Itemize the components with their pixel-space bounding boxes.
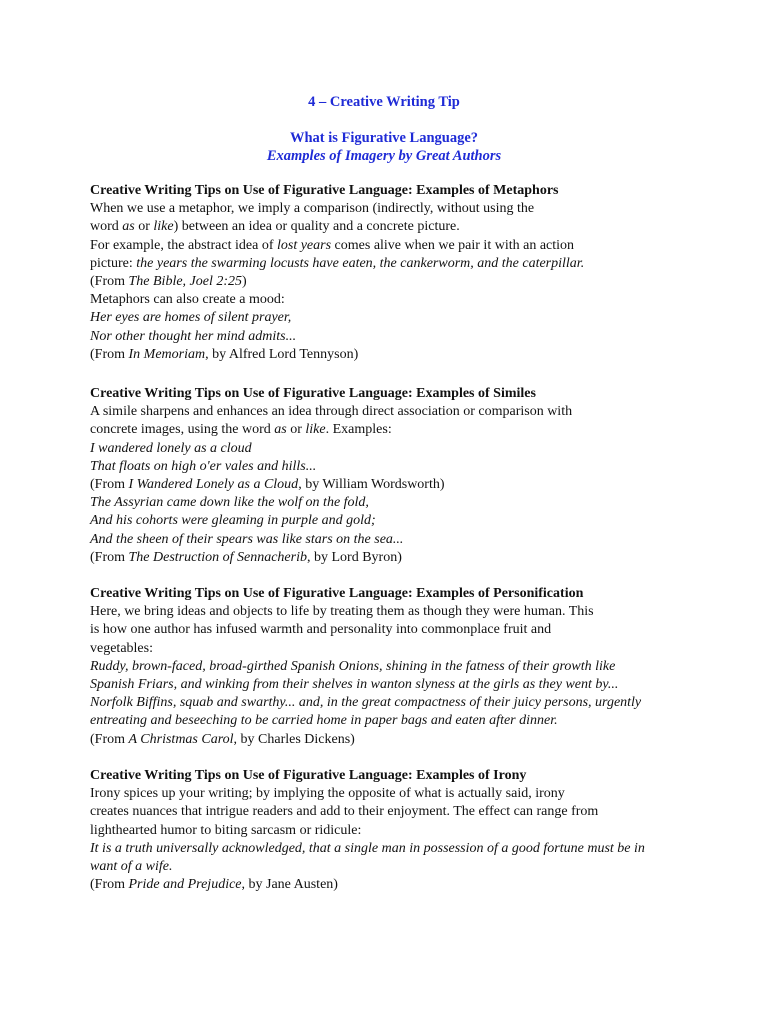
text-run: ) between an idea or quality and a concrete picture. — [173, 219, 460, 235]
section-heading-metaphors: Creative Writing Tips on Use of Figurative Language: Examples of Metaphors — [90, 183, 559, 198]
text-run: (From — [90, 877, 129, 893]
quote-line: The Assyrian came down like the wolf on the fold, — [90, 495, 369, 511]
citation-source: A Christmas Carol — [128, 731, 234, 747]
citation-source: The Destruction of Sennacherib — [128, 549, 307, 565]
quote-line: I wandered lonely as a cloud — [90, 440, 252, 456]
text-run: word — [90, 219, 123, 235]
text-run: , by Charles Dickens) — [233, 731, 355, 747]
paragraph-line — [90, 237, 690, 255]
section-heading-similes: Creative Writing Tips on Use of Figurative Language: Examples of Similes — [90, 386, 536, 401]
paragraph-line: is how one author has infused warmth and personality into commonplace fruit and — [90, 622, 552, 638]
text-run: or — [134, 219, 154, 235]
section-heading-irony: Creative Writing Tips on Use of Figurative Language: Examples of Irony — [90, 768, 527, 783]
section-metaphors — [90, 182, 690, 364]
citation-source: I Wandered Lonely as a Cloud — [128, 477, 299, 493]
page-title: What is Figurative Language? — [289, 130, 479, 146]
citation-source: The Bible, Joel 2:25 — [128, 274, 243, 290]
emphasis-like: like — [305, 422, 326, 438]
section-similes — [90, 385, 690, 567]
paragraph-line: lighthearted humor to biting sarcasm or ridicule: — [90, 822, 362, 838]
citation — [90, 731, 690, 749]
paragraph-line: Here, we bring ideas and objects to life by treating them as though they were human. This — [90, 604, 594, 620]
text-run: ) — [242, 274, 247, 290]
emphasis-lost-years: lost years — [276, 237, 332, 253]
paragraph-line: Irony spices up your writing; by implying the opposite of what is actually said, irony — [90, 786, 565, 802]
text-run: , by William Wordsworth) — [298, 477, 445, 493]
paragraph-line — [90, 421, 690, 439]
section-heading-personification: Creative Writing Tips on Use of Figurative Language: Examples of Personification — [90, 586, 584, 601]
paragraph-line: When we use a metaphor, we imply a comparison (indirectly, without using the — [90, 201, 535, 217]
tip-title: 4 – Creative Writing Tip — [308, 94, 460, 110]
text-run: concrete images, using the word — [90, 422, 275, 438]
paragraph-line: A simile sharpens and enhances an idea through direct association or comparison with — [90, 404, 573, 420]
text-run: (From — [90, 731, 129, 747]
quote-line: want of a wife. — [90, 859, 173, 875]
paragraph-line — [90, 255, 690, 273]
quote-line: Spanish Friars, and winking from their shelves in wanton slyness at the girls as they went by... — [90, 677, 619, 693]
paragraph-line: creates nuances that intrigue readers and add to their enjoyment. The effect can range from — [90, 804, 599, 820]
paragraph-line: vegetables: — [90, 640, 153, 656]
text-run: (From — [90, 549, 129, 565]
paragraph-line: Metaphors can also create a mood: — [90, 292, 285, 308]
text-run: . Examples: — [325, 422, 392, 438]
emphasis-as: as — [274, 422, 287, 438]
page-subtitle: Examples of Imagery by Great Authors — [266, 148, 502, 164]
citation — [90, 876, 690, 894]
citation — [90, 549, 690, 567]
emphasis-like: like — [153, 219, 174, 235]
citation-source: In Memoriam — [128, 346, 206, 362]
emphasis-as: as — [122, 219, 135, 235]
text-run: (From — [90, 274, 129, 290]
text-run: , by Alfred Lord Tennyson) — [205, 346, 359, 362]
text-run: comes alive when we pair it with an action — [331, 237, 575, 253]
section-personification — [90, 585, 690, 749]
quote-line: entreating and beseeching to be carried home in paper bags and eaten after dinner. — [90, 713, 558, 729]
text-run: , by Lord Byron) — [306, 549, 402, 565]
quote-line: Norfolk Biffins, squab and swarthy... and, in the great compactness of their juicy persons, urgently — [90, 695, 642, 711]
citation-source: Pride and Prejudice — [128, 877, 242, 893]
citation — [90, 476, 690, 494]
paragraph-line — [90, 218, 690, 236]
quote-line: Her eyes are homes of silent prayer, — [90, 310, 292, 326]
quote-line: Ruddy, brown-faced, broad-girthed Spanish Onions, shining in the fatness of their growth like — [90, 658, 616, 674]
text-run: , by Jane Austen) — [241, 877, 338, 893]
citation — [90, 346, 690, 364]
section-irony — [90, 767, 690, 894]
text-run: or — [286, 422, 306, 438]
quote-line: Nor other thought her mind admits... — [90, 328, 297, 344]
quote-line: That floats on high o'er vales and hills... — [90, 458, 317, 474]
quote-text: the years the swarming locusts have eaten, the cankerworm, and the caterpillar. — [136, 255, 585, 271]
text-run: For example, the abstract idea of — [90, 237, 277, 253]
quote-line: And the sheen of their spears was like stars on the sea... — [90, 531, 404, 547]
quote-line: And his cohorts were gleaming in purple and gold; — [90, 513, 376, 529]
text-run: (From — [90, 477, 129, 493]
text-run: (From — [90, 346, 129, 362]
quote-line: It is a truth universally acknowledged, that a single man in possession of a good fortune must be in — [90, 840, 645, 856]
text-run: picture: — [90, 255, 137, 271]
citation — [90, 273, 690, 291]
